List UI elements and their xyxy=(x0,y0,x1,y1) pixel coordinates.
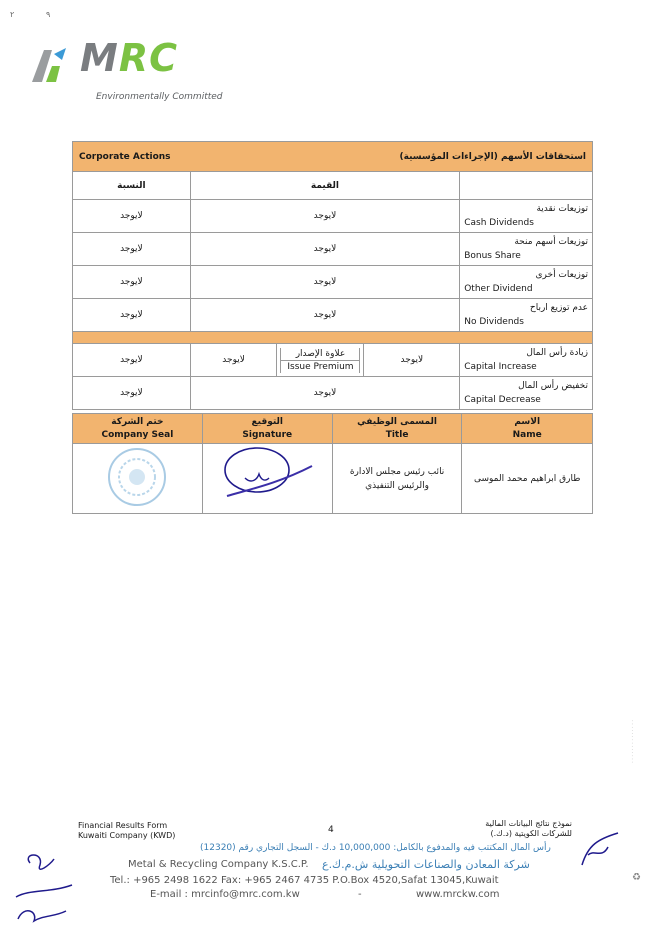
person-name: طارق ابراهيم محمد الموسى xyxy=(462,444,593,514)
seal-header: ختم الشركة Company Seal xyxy=(73,414,203,444)
ratio-cell: لايوجد xyxy=(73,266,191,299)
issue-premium-ar: علاوة الإصدار xyxy=(280,348,360,361)
signature-header: التوقيع Signature xyxy=(202,414,332,444)
issue-premium-en: Issue Premium xyxy=(280,361,360,373)
signatory-row xyxy=(73,444,593,514)
value-cell: لايوجد xyxy=(364,344,460,377)
logo-wordmark: MRC xyxy=(80,36,178,80)
signature-cell xyxy=(202,444,332,514)
row-label: عدم توزيع ارباح No Dividends xyxy=(460,299,593,332)
ratio-cell: لايوجد xyxy=(73,299,191,332)
handwritten-signature xyxy=(207,444,327,510)
name-header: الاسم Name xyxy=(462,414,593,444)
footer-dash: - xyxy=(358,889,362,900)
row-label: توزيعات أسهم منحة Bonus Share xyxy=(460,233,593,266)
value-cell: لايوجد xyxy=(190,266,460,299)
company-name-en: Metal & Recycling Company K.S.C.P. xyxy=(128,859,309,870)
ratio-cell: لايوجد xyxy=(73,233,191,266)
col-value-header: القيمة xyxy=(190,172,460,200)
value-cell: لايوجد xyxy=(190,377,460,410)
company-seal-cell xyxy=(73,444,203,514)
ratio-cell: لايوجد xyxy=(73,344,191,377)
premium-value-cell: لايوجد xyxy=(190,344,277,377)
ratio-cell: لايوجد xyxy=(73,200,191,233)
page-number: 4 xyxy=(328,825,334,835)
value-cell: لايوجد xyxy=(190,200,460,233)
row-label: زيادة رأس المال Capital Increase xyxy=(460,344,593,377)
form-name-en: Financial Results Form Kuwaiti Company (KWD) xyxy=(78,821,176,840)
corporate-actions-title-en: Corporate Actions xyxy=(73,142,364,172)
table-row xyxy=(73,200,593,233)
recycle-icon: ♻ xyxy=(632,872,641,883)
company-name-ar: شركة المعادن والصناعات التحويلية ش.م.ك.ع xyxy=(322,858,530,871)
capital-line: رأس المال المكتتب فيه والمدفوع بالكامل: 10,000,000 د.ك - السجل التجاري رقم (12320) xyxy=(200,843,551,853)
corporate-actions-table xyxy=(72,141,593,410)
title-header: المسمى الوظيفي Title xyxy=(332,414,462,444)
corporate-actions-header xyxy=(73,142,593,172)
mrc-logo xyxy=(30,38,230,108)
person-title: نائب رئيس مجلس الادارة والرئيس التنفيذي xyxy=(332,444,462,514)
table-row xyxy=(73,266,593,299)
signatories-table xyxy=(72,413,593,514)
row-label: توزيعات أخرى Other Dividend xyxy=(460,266,593,299)
initials-signature-right xyxy=(574,825,624,875)
website-line: www.mrckw.com xyxy=(416,889,500,900)
logo-tagline: Environmentally Committed xyxy=(96,92,223,102)
initials-signature-left xyxy=(10,845,80,930)
separator-row xyxy=(73,332,593,344)
col-ratio-header: النسبة xyxy=(73,172,191,200)
value-cell: لايوجد xyxy=(190,299,460,332)
row-label: توزيعات نقدية Cash Dividends xyxy=(460,200,593,233)
signatories-header xyxy=(73,414,593,444)
email-line: E-mail : mrcinfo@mrc.com.kw xyxy=(150,889,300,900)
issue-premium-cell xyxy=(277,344,364,377)
capital-increase-row xyxy=(73,344,593,377)
value-cell: لايوجد xyxy=(190,233,460,266)
corner-mark-left: ٢ xyxy=(10,10,15,19)
footer xyxy=(0,815,662,936)
company-seal-icon xyxy=(97,446,177,508)
column-header-row xyxy=(73,172,593,200)
table-row xyxy=(73,233,593,266)
form-name-ar: نموذج نتائج البيانات المالية للشركات الكويتية (د.ك.) xyxy=(485,819,572,838)
corner-mark-right: ٩ xyxy=(46,10,51,19)
contact-line: Tel.: +965 2498 1622 Fax: +965 2467 4735 P.O.Box 4520,Safat 13045,Kuwait xyxy=(110,875,499,886)
logo-mark-icon xyxy=(30,44,78,84)
corporate-actions-title-ar: استحقاقات الأسهم (الإجراءات المؤسسية) xyxy=(364,142,593,172)
capital-decrease-row xyxy=(73,377,593,410)
table-row xyxy=(73,299,593,332)
ratio-cell: لايوجد xyxy=(73,377,191,410)
row-label: تخفيض رأس المال Capital Decrease xyxy=(460,377,593,410)
side-vertical-text: · · · · · · · · · · · · · · xyxy=(630,720,636,763)
